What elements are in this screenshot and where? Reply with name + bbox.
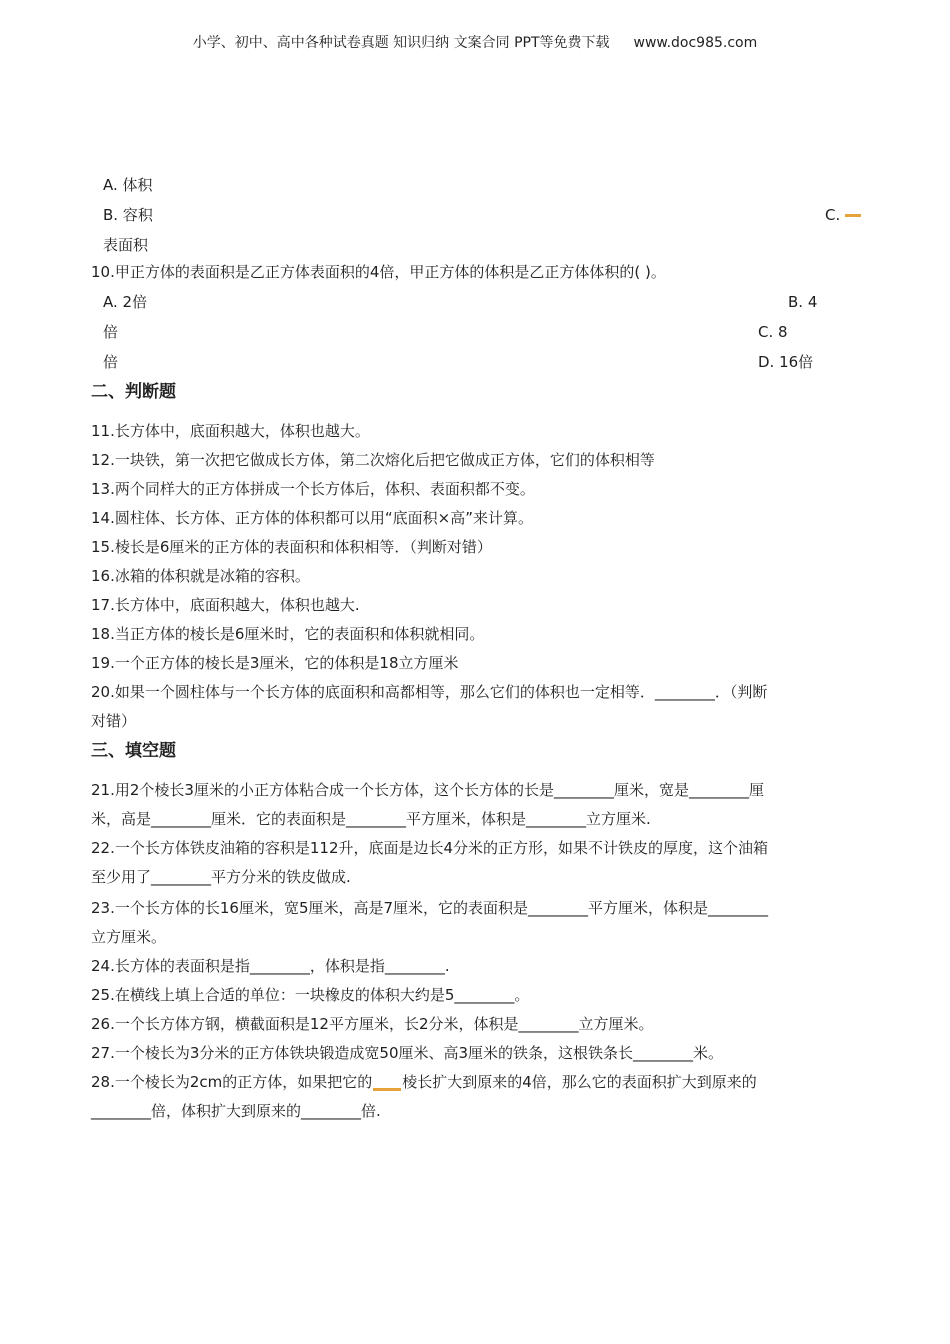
q17: 17.长方体中，底面积越大，体积也越大.	[91, 596, 360, 614]
q23-line-2: 立方厘米。	[91, 928, 167, 946]
q9-option-b: B. 容积	[103, 206, 153, 224]
q10-option-b: B. 4	[788, 293, 818, 311]
q22-line-1: 22.一个长方体铁皮油箱的容积是112升，底面是边长4分米的正方形，如果不计铁皮的厚度，这个油箱	[91, 839, 769, 857]
q12: 12.一块铁，第一次把它做成长方体，第二次熔化后把它做成正方体，它们的体积相等	[91, 451, 655, 469]
q28-line-1-part-b: 棱长扩大到原来的4倍，那么它的表面积扩大到原来的	[402, 1073, 757, 1091]
q28-line-2: ________倍，体积扩大到原来的________倍.	[91, 1102, 381, 1120]
q10-option-c: C. 8	[758, 323, 788, 341]
header-text: 小学、初中、高中各种试卷真题 知识归纳 文案合同 PPT等免费下载	[192, 35, 610, 51]
q11: 11.长方体中，底面积越大，体积也越大。	[91, 422, 370, 440]
q9-option-c	[825, 205, 861, 225]
highlight-mark	[373, 1088, 401, 1091]
q22-line-2: 至少用了________平方分米的铁皮做成.	[91, 868, 351, 886]
section-2-title: 二、判断题	[91, 382, 176, 402]
q10-option-c-continuation: 倍	[103, 353, 119, 371]
q28-line-1	[91, 1072, 757, 1092]
q23-line-1: 23.一个长方体的长16厘米，宽5厘米，高是7厘米，它的表面积是________平方厘米，体积是________	[91, 899, 769, 917]
q20-line-1: 20.如果一个圆柱体与一个长方体的底面积和高都相等，那么它们的体积也一定相等．________．（判断	[91, 683, 768, 701]
q14: 14.圆柱体、长方体、正方体的体积都可以用“底面积×高”来计算。	[91, 509, 533, 527]
q15: 15.棱长是6厘米的正方体的表面积和体积相等．（判断对错）	[91, 538, 492, 556]
q21-line-2: 米，高是________厘米．它的表面积是________平方厘米，体积是________立方厘米.	[91, 810, 651, 828]
q10-option-a: A. 2倍	[103, 293, 148, 311]
q18: 18.当正方体的棱长是6厘米时，它的表面积和体积就相同。	[91, 625, 485, 643]
q25: 25.在横线上填上合适的单位：一块橡皮的体积大约是5________。	[91, 986, 530, 1004]
q27: 27.一个棱长为3分米的正方体铁块锻造成宽50厘米、高3厘米的铁条，这根铁条长________米。	[91, 1044, 724, 1062]
q24: 24.长方体的表面积是指________，体积是指________.	[91, 957, 450, 975]
q20-line-2: 对错）	[91, 712, 137, 730]
q10-option-b-continuation: 倍	[103, 323, 119, 341]
q19: 19.一个正方体的棱长是3厘米，它的体积是18立方厘米	[91, 654, 459, 672]
highlight-mark	[845, 214, 861, 217]
q9-option-c-label: C.	[825, 206, 841, 224]
header-site-link[interactable]: www.doc985.com	[633, 35, 758, 51]
q9-option-c-continuation: 表面积	[103, 236, 149, 254]
section-3-title: 三、填空题	[91, 741, 176, 761]
q13: 13.两个同样大的正方体拼成一个长方体后，体积、表面积都不变。	[91, 480, 535, 498]
q26: 26.一个长方体方钢，横截面积是12平方厘米，长2分米，体积是________立方厘米。	[91, 1015, 654, 1033]
q10-option-d: D. 16倍	[758, 353, 814, 371]
q16: 16.冰箱的体积就是冰箱的容积。	[91, 567, 310, 585]
q21-line-1: 21.用2个棱长3厘米的小正方体粘合成一个长方体，这个长方体的长是________厘米，宽是________厘	[91, 781, 764, 799]
q9-option-a: A. 体积	[103, 176, 153, 194]
page-header	[0, 33, 950, 53]
q10-stem: 10.甲正方体的表面积是乙正方体表面积的4倍，甲正方体的体积是乙正方体体积的( )。	[91, 263, 666, 281]
q28-line-1-part-a: 28.一个棱长为2cm的正方体，如果把它的	[91, 1073, 373, 1091]
